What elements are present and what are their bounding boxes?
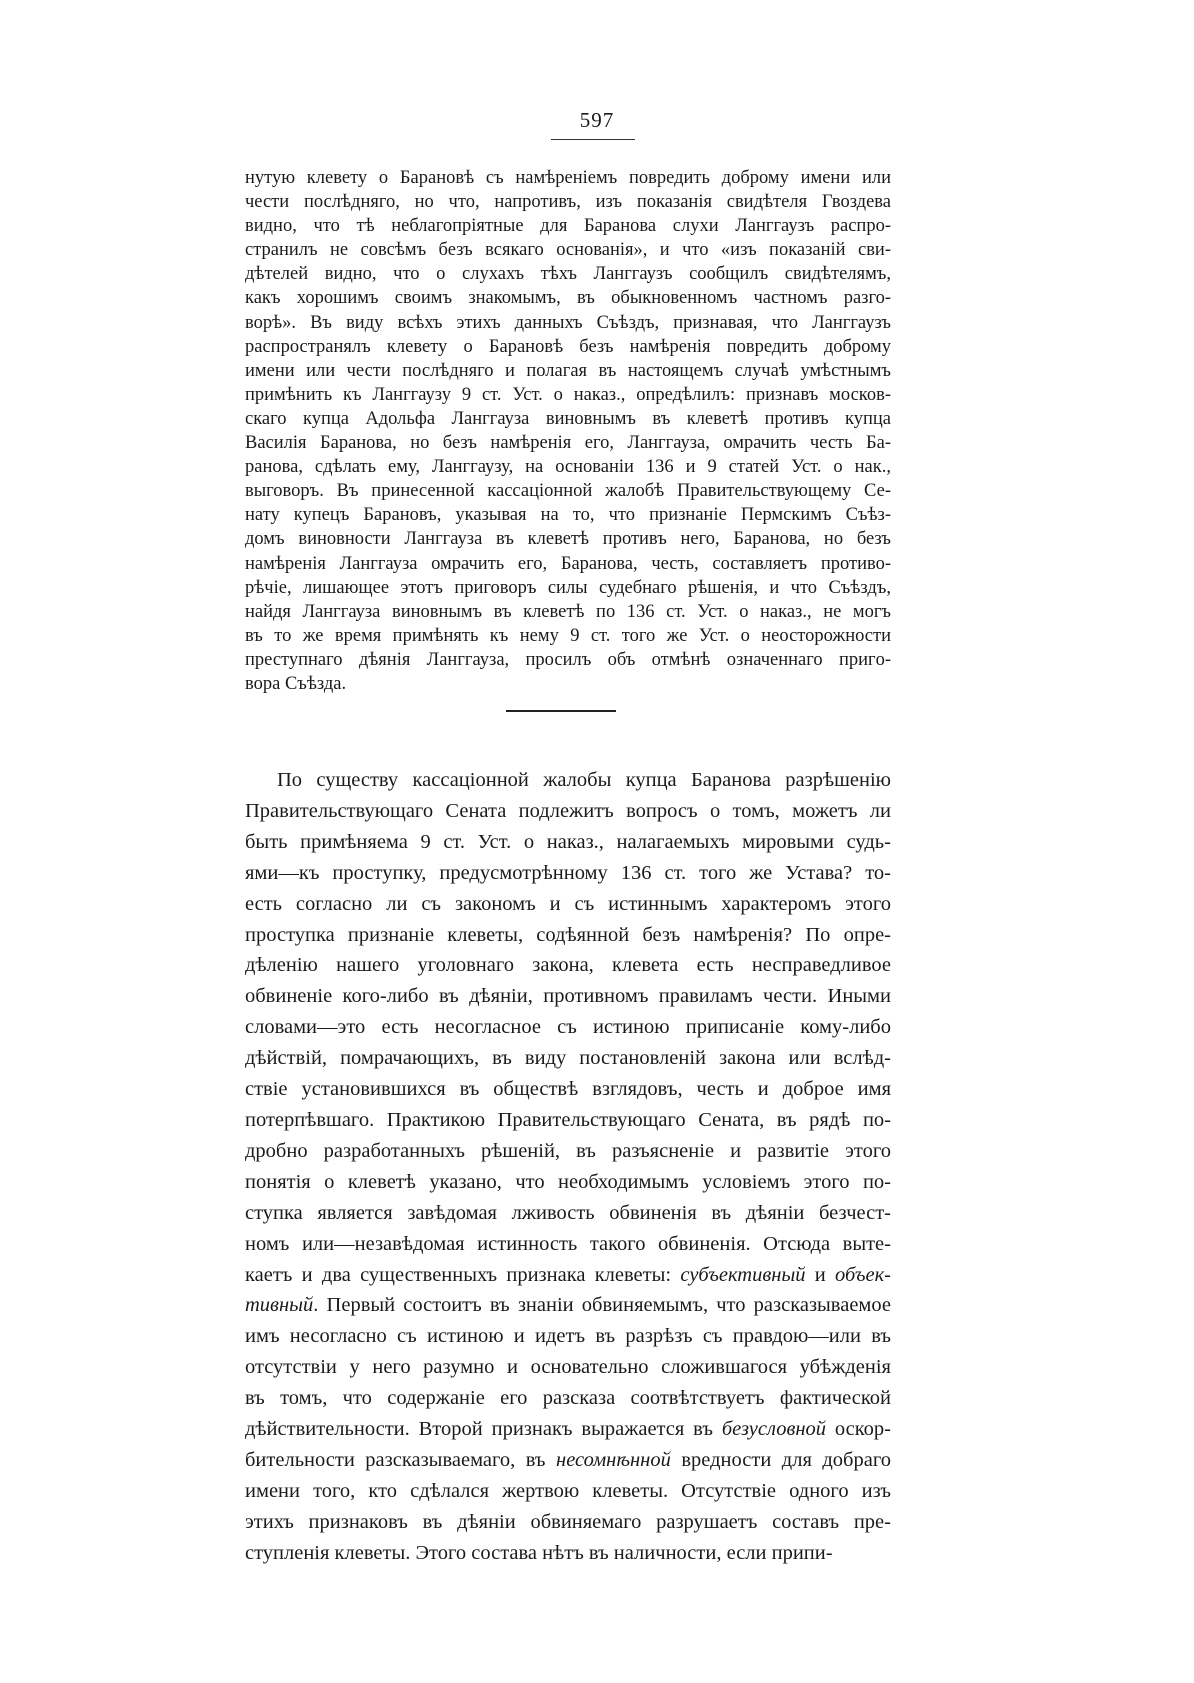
upper-paragraph bbox=[245, 166, 891, 696]
text-segment: бительности разсказываемаго, въ bbox=[245, 1448, 557, 1471]
text-segment: отсутствіи у него разумно и основательно сложившагося убѣжденія bbox=[245, 1356, 891, 1379]
italic-term: тивный bbox=[245, 1294, 314, 1317]
text-line: Василія Баранова, но безъ намѣренія его, Ланггауза, омрачить честь Ба- bbox=[245, 433, 891, 454]
text-segment: обвиненіе кого-либо въ дѣяніи, противномъ правиламъ чести. Иными bbox=[245, 985, 891, 1008]
text-line bbox=[245, 1136, 891, 1167]
text-line: видно, что тѣ неблагопріятные для Баранова слухи Ланггаузъ распро- bbox=[245, 216, 891, 237]
text-line bbox=[245, 889, 891, 920]
text-segment: имени того, кто сдѣлался жертвою клеветы. Отсутствіе одного изъ bbox=[245, 1479, 891, 1502]
text-segment: потерпѣвшаго. Практикою Правительствующаго Сената, въ рядѣ по- bbox=[245, 1108, 891, 1131]
text-segment: вредности для добраго bbox=[670, 1448, 891, 1471]
text-line bbox=[245, 1198, 891, 1229]
italic-term: объек- bbox=[835, 1263, 891, 1286]
text-segment: проступка признаніе клеветы, содѣянной безъ намѣренія? По опре- bbox=[245, 923, 891, 946]
text-line bbox=[245, 796, 891, 827]
text-segment: ями—къ проступку, предусмотрѣнному 136 ст. того же Устава? то- bbox=[245, 861, 891, 884]
text-line bbox=[245, 950, 891, 981]
text-line bbox=[245, 1414, 891, 1445]
text-line: скаго купца Адольфа Ланггауза виновнымъ въ клеветѣ противъ купца bbox=[245, 408, 891, 429]
text-line: примѣнить къ Ланггаузу 9 ст. Уст. о наказ., опредѣлилъ: признавъ москов- bbox=[245, 384, 891, 405]
text-line: домъ виновности Ланггауза въ клеветѣ противъ него, Баранова, но безъ bbox=[245, 529, 891, 550]
text-line bbox=[245, 1352, 891, 1383]
text-line bbox=[245, 1043, 891, 1074]
text-line bbox=[245, 1538, 891, 1569]
text-line bbox=[245, 981, 891, 1012]
text-line bbox=[245, 1507, 891, 1538]
text-line bbox=[245, 858, 891, 889]
text-line bbox=[245, 765, 891, 796]
text-segment: есть согласно ли съ закономъ и съ истиннымъ характеромъ этого bbox=[245, 892, 891, 915]
text-segment: имъ несогласно съ истиною и идетъ въ разрѣзъ съ правдою—или въ bbox=[245, 1325, 891, 1348]
text-segment: ступка является завѣдомая лживость обвиненія въ дѣяніи безчест- bbox=[245, 1201, 891, 1224]
italic-term: субъективный bbox=[680, 1263, 806, 1286]
text-line: рѣчіе, лишающее этотъ приговоръ силы судебнаго рѣшенія, и что Съѣздъ, bbox=[245, 577, 891, 598]
text-segment: дробно разработанныхъ рѣшеній, въ разъясненіе и развитіе этого bbox=[245, 1139, 891, 1162]
text-line: намѣренія Ланггауза омрачить его, Баранова, честь, составляетъ противо- bbox=[245, 553, 891, 574]
text-segment: номъ или—незавѣдомая истинность такого обвиненія. Отсюда выте- bbox=[245, 1232, 891, 1255]
text-segment: быть примѣняема 9 ст. Уст. о наказ., налагаемыхъ мировыми судь- bbox=[245, 830, 891, 853]
text-line: нутую клевету о Барановѣ съ намѣреніемъ повредить доброму имени или bbox=[245, 168, 891, 188]
page-number: 597 bbox=[579, 108, 615, 132]
text-line bbox=[245, 1105, 891, 1136]
section-separator bbox=[506, 710, 616, 712]
text-segment: въ томъ, что содержаніе его разсказа соотвѣтствуетъ фактической bbox=[245, 1387, 891, 1410]
italic-term: безусловной bbox=[721, 1418, 827, 1441]
text-segment: словами—это есть несогласное съ истиною приписаніе кому-либо bbox=[245, 1016, 891, 1039]
text-segment: каетъ и два существенныхъ признака клеветы: bbox=[245, 1263, 681, 1286]
text-line bbox=[245, 1012, 891, 1043]
text-line: ворѣ». Въ виду всѣхъ этихъ данныхъ Съѣздъ, признавая, что Ланггаузъ bbox=[245, 312, 891, 333]
text-line bbox=[245, 920, 891, 951]
main-paragraph bbox=[245, 765, 891, 1569]
text-segment: понятія о клеветѣ указано, что необходимымъ условіемъ этого по- bbox=[245, 1170, 891, 1193]
text-line: въ то же время примѣнять къ нему 9 ст. того же Уст. о неосторожности bbox=[245, 625, 891, 646]
text-segment: этихъ признаковъ въ дѣяніи обвиняемаго разрушаетъ составъ пре- bbox=[245, 1510, 891, 1533]
text-segment: ствіе установившихся въ обществѣ взглядовъ, честь и доброе имя bbox=[245, 1078, 891, 1101]
text-line: какъ хорошимъ своимъ знакомымъ, въ обыкновенномъ частномъ разго- bbox=[245, 288, 891, 309]
text-line bbox=[245, 1383, 891, 1414]
text-segment: . Первый состоитъ въ знаніи обвиняемымъ, что разсказываемое bbox=[313, 1294, 891, 1317]
text-line bbox=[245, 1229, 891, 1260]
text-segment: дѣйствій, помрачающихъ, въ виду постановленій закона или вслѣд- bbox=[245, 1047, 891, 1070]
text-line bbox=[245, 827, 891, 858]
text-line: преступнаго дѣянія Ланггауза, просилъ объ отмѣнѣ означеннаго пригo- bbox=[245, 649, 891, 670]
text-segment: оскор- bbox=[826, 1418, 891, 1441]
text-line: странилъ не совсѣмъ безъ всякаго основанія», и что «изъ показаній сви- bbox=[245, 240, 891, 261]
italic-term: несомнѣнной bbox=[556, 1448, 671, 1471]
text-segment: дѣйствительности. Второй признакъ выражается въ bbox=[245, 1418, 722, 1441]
text-line: найдя Ланггауза виновнымъ въ клеветѣ по 136 ст. Уст. о наказ., не могъ bbox=[245, 601, 891, 622]
text-line: чести послѣдняго, но что, напротивъ, изъ показанія свидѣтеля Гвоздева bbox=[245, 192, 891, 213]
text-segment: и bbox=[805, 1263, 836, 1286]
text-line: вора Съѣзда. bbox=[245, 673, 347, 694]
text-line: дѣтелей видно, что о слухахъ тѣхъ Ланггаузъ сообщилъ свидѣтелямъ, bbox=[245, 264, 891, 285]
text-segment: По существу кассаціонной жалобы купца Баранова разрѣшенію bbox=[277, 769, 891, 791]
text-line bbox=[245, 1167, 891, 1198]
text-line bbox=[245, 1321, 891, 1352]
text-segment: ступленія клеветы. Этого состава нѣтъ въ наличности, если припи- bbox=[245, 1541, 833, 1564]
text-line: распространялъ клевету о Барановѣ безъ намѣренія повредить доброму bbox=[245, 336, 891, 357]
text-line: выговоръ. Въ принесенной кассаціонной жалобѣ Правительствующему Се- bbox=[245, 481, 891, 502]
text-line: нату купецъ Барановъ, указывая на то, что признаніе Пермскимъ Съѣз- bbox=[245, 505, 891, 526]
text-line bbox=[245, 1476, 891, 1507]
text-line bbox=[245, 1290, 891, 1321]
text-segment: дѣленію нашего уголовнаго закона, клевета есть несправедливое bbox=[245, 954, 891, 977]
text-line: ранова, сдѣлать ему, Ланггаузу, на основаніи 136 и 9 статей Уст. о нак., bbox=[245, 457, 891, 478]
text-line bbox=[245, 1445, 891, 1476]
page-number-rule bbox=[551, 139, 635, 140]
text-line bbox=[245, 1074, 891, 1105]
text-segment: Правительствующаго Сената подлежитъ вопросъ о томъ, можетъ ли bbox=[245, 799, 891, 822]
text-line bbox=[245, 1260, 891, 1291]
text-line: имени или чести послѣдняго и полагая въ настоящемъ случаѣ умѣстнымъ bbox=[245, 360, 891, 381]
